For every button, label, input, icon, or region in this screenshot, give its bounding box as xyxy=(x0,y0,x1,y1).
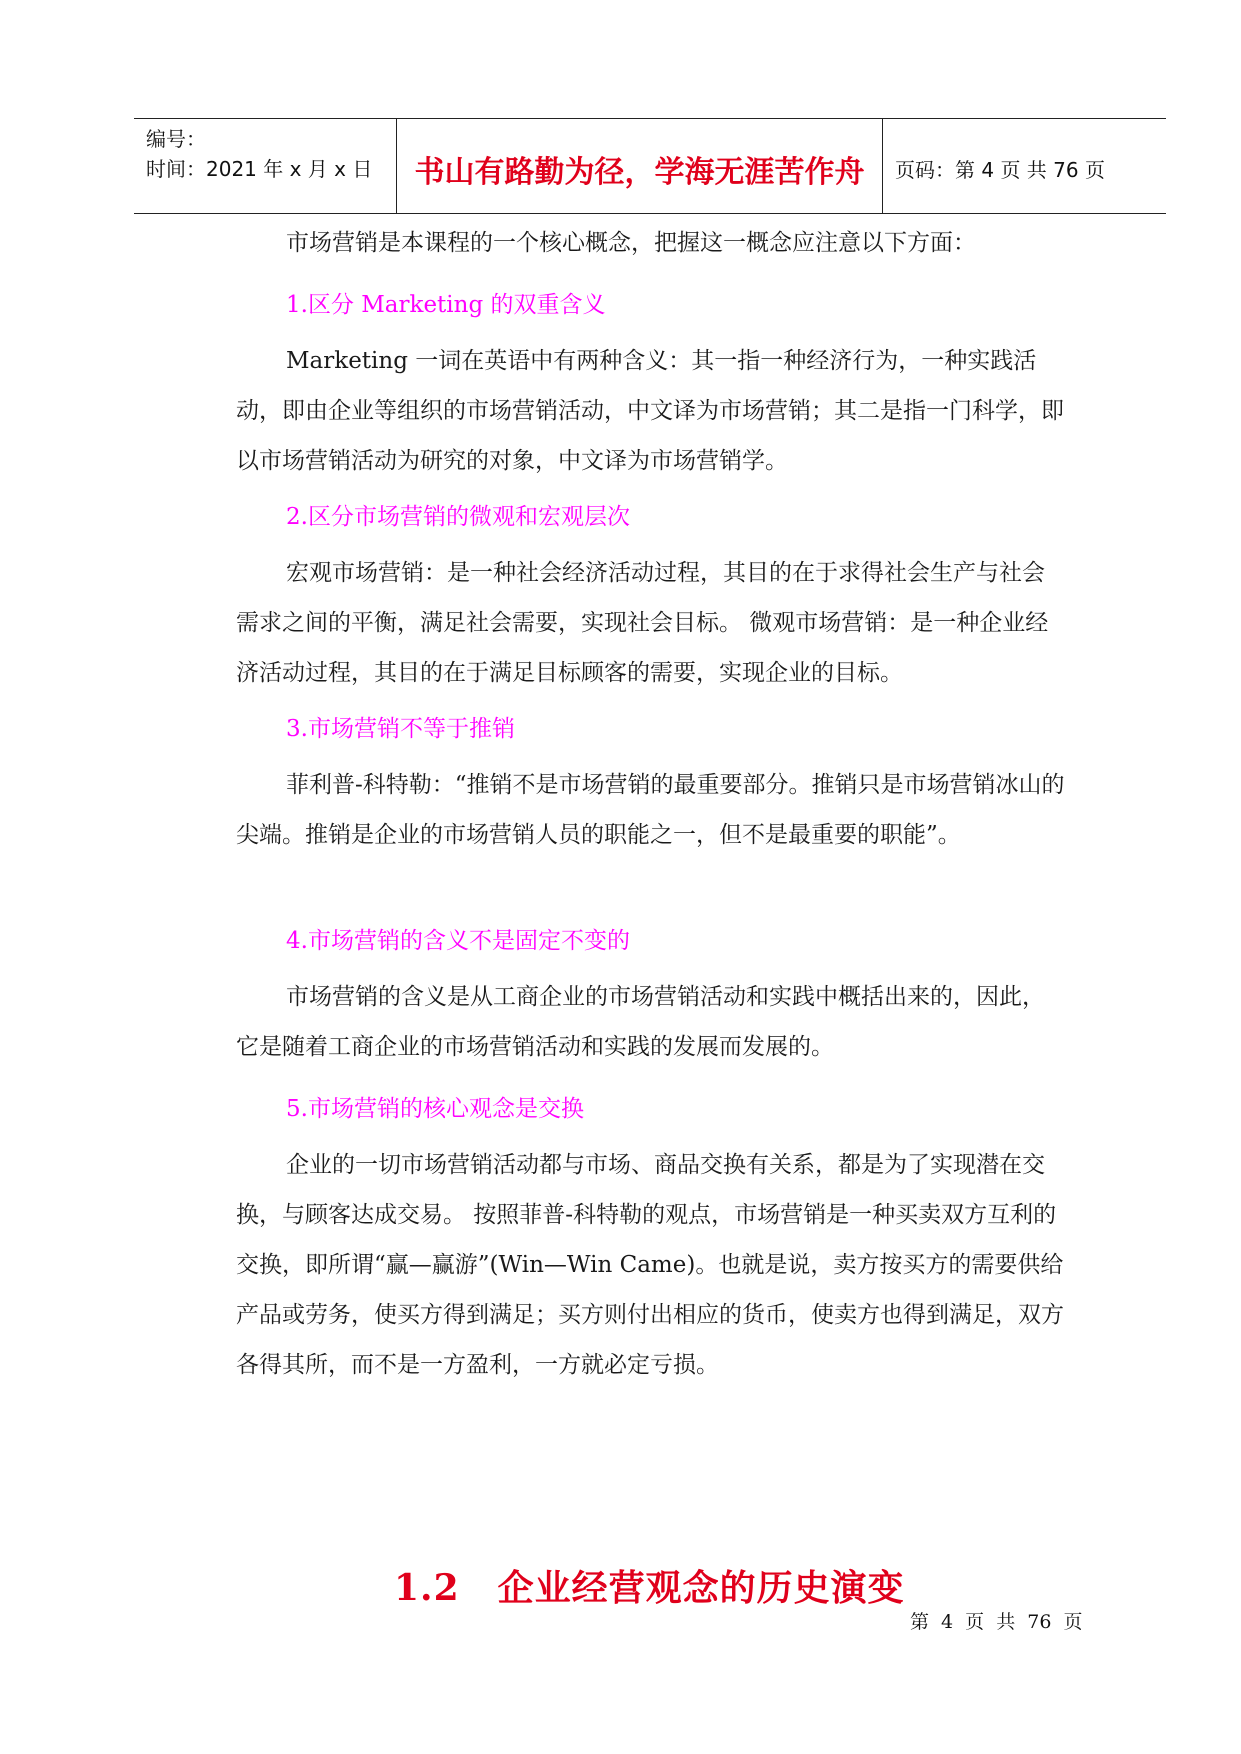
header-motto: 书山有路勤为径，学海无涯苦作舟 xyxy=(397,119,883,213)
header-page-info: 页码：第 4 页 共 76 页 xyxy=(895,157,1105,182)
point-heading-4: 4.市场营销的含义不是固定不变的 xyxy=(286,928,630,954)
intro-paragraph: 市场营销是本课程的一个核心概念，把握这一概念应注意以下方面： xyxy=(286,230,976,256)
point-heading-1: 1.区分 Marketing 的双重含义 xyxy=(286,292,606,318)
point-heading-2: 2.区分市场营销的微观和宏观层次 xyxy=(286,504,630,530)
page-header-table xyxy=(134,118,1166,214)
point-text-1: Marketing 一词在英语中有两种含义：其一指一种经济行为，一种实践活动，即由企业等组织的市场营销活动，中文译为市场营销；其二是指一门科学，即以市场营销活动为研究的对象，中文译为市场营销学。 xyxy=(236,348,1064,474)
point-heading-3: 3.市场营销不等于推销 xyxy=(286,716,515,742)
section-title-text: 企业经营观念的历史演变 xyxy=(497,1567,905,1609)
point-heading-5: 5.市场营销的核心观念是交换 xyxy=(286,1096,584,1122)
document-time-label: 时间：2021 年 x 月 x 日 xyxy=(146,157,373,181)
header-left-cell xyxy=(134,119,397,213)
page-footer: 第 4 页 共 76 页 xyxy=(910,1611,1083,1633)
point-text-4: 市场营销的含义是从工商企业的市场营销活动和实践中概括出来的，因此，它是随着工商企业的市场营销活动和实践的发展而发展的。 xyxy=(236,984,1045,1060)
point-text-2: 宏观市场营销：是一种社会经济活动过程，其目的在于求得社会生产与社会需求之间的平衡，满足社会需要，实现社会目标。 微观市场营销：是一种企业经济活动过程，其目的在于满足目标顾客的需要，实现企业的目标。 xyxy=(236,560,1049,686)
point-text-3: 菲利普-科特勒：“推销不是市场营销的最重要部分。推销只是市场营销冰山的尖端。推销是企业的市场营销人员的职能之一，但不是最重要的职能”。 xyxy=(236,772,1065,848)
section-title xyxy=(394,1560,905,1611)
document-code-label: 编号： xyxy=(146,127,206,151)
point-text-5: 企业的一切市场营销活动都与市场、商品交换有关系，都是为了实现潜在交换，与顾客达成交易。 按照菲普-科特勒的观点，市场营销是一种买卖双方互利的交换，即所谓“赢—赢游”(Win—Win Came)。也就是说，卖方按买方的需要供给产品或劳务，使买方得到满足；买方则付出相应的货币，使卖方也得到满足，双方各得其所，而不是一方盈利，一方就必定亏损。 xyxy=(236,1152,1064,1378)
section-number: 1.2 xyxy=(394,1567,460,1609)
